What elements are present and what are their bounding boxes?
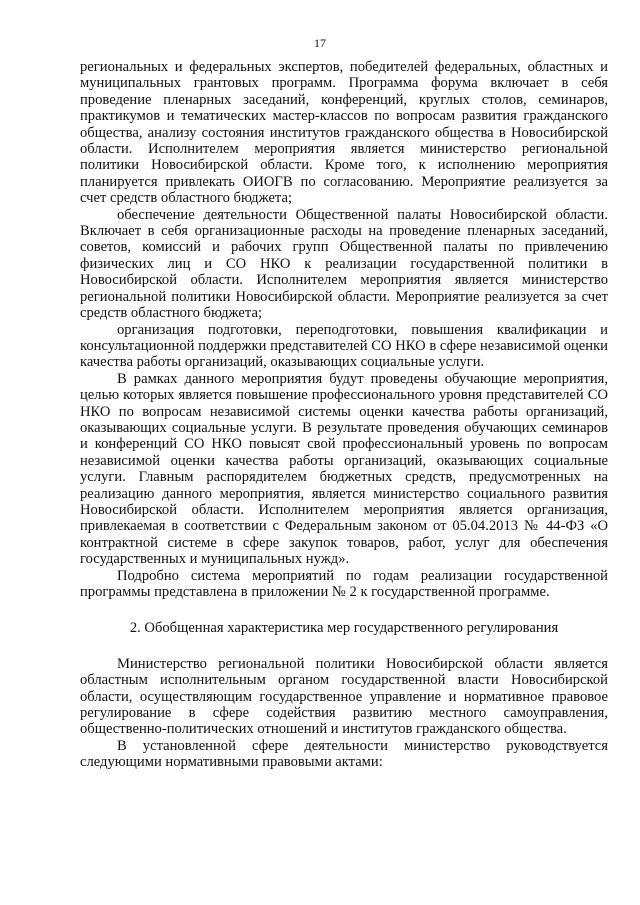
paragraph-forum-continuation: региональных и федеральных экспертов, победителей федеральных, областных и муниципальных грантовых программ. Программа форума включает в себя проведение пленарных заседаний, конференций, круглых столов, семинаров, практикумов и тематических мастер-классов по вопросам развития гражданского общества, анализу состояния институтов гражданского общества в Новосибирской области. Исполнителем мероприятия является министерство региональной политики Новосибирской области. Кроме того, к исполнению мероприятия планируется привлекать ОИОГВ по согласованию. Мероприятие реализуется за счет средств областного бюджета; <box>80 59 608 207</box>
paragraph-training-organization: организация подготовки, переподготовки, повышения квалификации и консультационной поддержки представителей СО НКО в сфере независимой оценки качества работы организаций, оказывающих социальные услуги. <box>80 321 608 371</box>
page-number: 17 <box>314 36 326 50</box>
page-body <box>80 59 608 771</box>
paragraph-legal-acts-intro: В установленной сфере деятельности министерство руководствуется следующими нормативными правовыми актами: <box>80 737 608 771</box>
paragraph-appendix-reference: Подробно система мероприятий по годам реализации государственной программы представлена в приложении № 2 к государственной программе. <box>80 567 608 600</box>
paragraph-ministry-role: Министерство региональной политики Новосибирской области является областным исполнительным органом государственной власти Новосибирской области, осуществляющим государственное управление и нормативное правовое регулирование в сфере содействия развитию местного самоуправления, общественно-политических отношений и институтов гражданского общества. <box>80 655 608 738</box>
paragraph-training-details: В рамках данного мероприятия будут проведены обучающие мероприятия, целью которых является повышение профессионального уровня представителей СО НКО по вопросам независимой системы оценки качества работы организаций, оказывающих социальные услуги. В результате проведения обучающих семинаров и конференций СО НКО повысят свой профессиональный уровень по вопросам независимой оценки качества работы организаций, оказывающих социальные услуги. Главным распорядителем бюджетных средств, предусмотренных на реализацию данного мероприятия, является министерство социального развития Новосибирской области. Исполнителем мероприятия является организация, привлекаемая в соответствии с Федеральным законом от 05.04.2013 № 44-ФЗ «О контрактной системе в сфере закупок товаров, работ, услуг для обеспечения государственных и муниципальных нужд». <box>80 370 608 568</box>
section-heading: 2. Обобщенная характеристика мер государственного регулирования <box>129 620 559 637</box>
paragraph-public-chamber: обеспечение деятельности Общественной палаты Новосибирской области. Включает в себя организационные расходы на проведение пленарных заседаний, советов, комиссий и рабочих групп Общественной палаты по привлечению физических лиц и СО НКО к реализации государственной политики в Новосибирской области. Исполнителем мероприятия является министерство региональной политики Новосибирской области. Мероприятие реализуется за счет средств областного бюджета; <box>80 206 608 322</box>
